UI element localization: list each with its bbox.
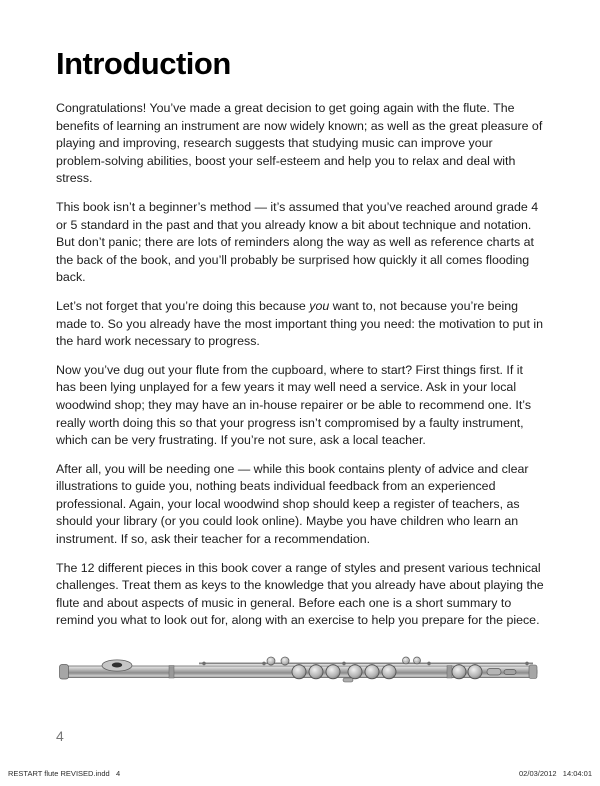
flute-illustration [56, 650, 544, 703]
paragraph [56, 298, 544, 351]
text-run: This book isn’t a beginner’s method — it’s assumed that you’ve reached around grade 4 or 5 standard in the past and that you already know a bit about technique and notation. But don’t panic; there are lots of reminders along the way as well as reference charts at the back of the book, and you’ll probably be surprised how quickly it all comes flooding back. [56, 199, 539, 285]
page-number: 4 [56, 728, 64, 744]
text-run: want to, not because you’re being made to. So you already have the most important thing you need: the motivation to put in the hard work necessary to progress. [56, 298, 543, 349]
paragraph [56, 199, 544, 287]
paragraph [56, 560, 544, 630]
print-footer [8, 769, 592, 778]
text-run: The 12 different pieces in this book cover a range of styles and present various technical challenges. Treat them as keys to the knowledge that you already have about playing the flute and about aspects of music in general. Before each one is a short summary to remind you what to look out for, along with an exercise to help you prepare for the piece. [56, 560, 544, 628]
page-title: Introduction [56, 46, 231, 81]
text-run: Congratulations! You’ve made a great decision to get going again with the flute. The benefits of learning an instrument are now widely known; as well as the great pleasure of playing and improving, research suggests that studying music can improve your problem-solving abilities, boost your self-esteem and help you to relax and deal with stress. [56, 101, 543, 186]
flute-image [59, 650, 541, 698]
paragraph [56, 362, 544, 450]
footer-filename: RESTART flute REVISED.indd 4 [8, 769, 121, 778]
text-run: Let’s not forget that you’re doing this because [56, 298, 310, 313]
text-run: Now you’ve dug out your flute from the cupboard, where to start? First things first. If it has been lying unplayed for a few years it may well need a service. Ask in your local woodwind shop; they may have an in-house repairer or be able to recommend one. It’s really worth doing this so that your progress isn’t compromised by a faulty instrument, which can be very frustrating. If you’re not sure, ask a local teacher. [56, 362, 532, 448]
text-run: After all, you will be needing one — while this book contains plenty of advice and clear illustrations to guide you, nothing beats individual feedback from an experienced professional. Again, your local woodwind shop should keep a register of teachers, as should your library (or you could look online). Maybe you have children who learn an instrument. If so, ask their teacher for a recommendation. [56, 461, 529, 547]
emphasized-text: you [309, 298, 330, 313]
paragraph [56, 100, 544, 188]
body-paragraphs [56, 100, 544, 630]
footer-datetime: 02/03/2012 14:04:01 [519, 769, 592, 778]
paragraph [56, 461, 544, 549]
